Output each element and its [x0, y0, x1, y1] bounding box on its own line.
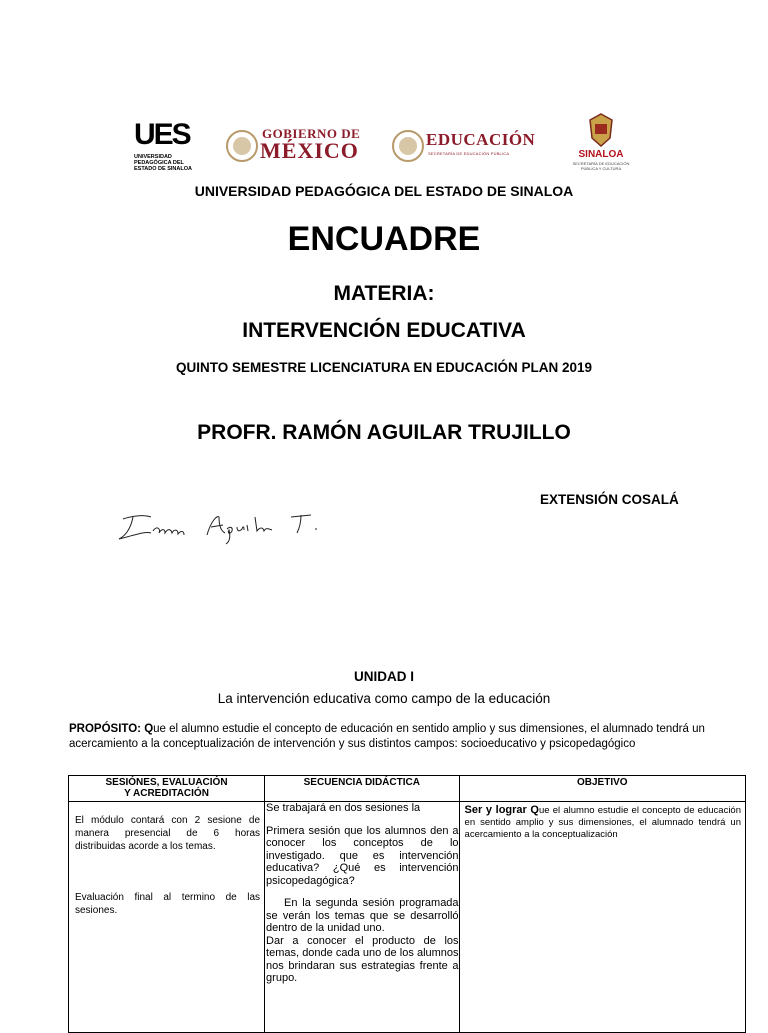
evaluation-text: Evaluación final al termino de las sesiones.: [75, 892, 261, 916]
upes-logo-text: UNIVERSIDAD PEDAGÓGICA DEL ESTADO DE SINALOA: [134, 154, 192, 172]
table-row: [69, 802, 746, 1033]
sequence-session-2: En la segunda sesión programada se verán los temas que se desarrolló dentro de la unidad uno.: [266, 897, 459, 934]
gobierno-mexico-logo: [226, 124, 366, 168]
sinaloa-shield-icon: [586, 112, 616, 148]
eagle-seal-icon: [392, 126, 424, 166]
sequence-intro: Se trabajará en dos sesiones la: [266, 802, 421, 814]
semester-line: QUINTO SEMESTRE LICENCIATURA EN EDUCACIÓN PLAN 2019: [175, 360, 593, 375]
objective-lead: Ser y lograr Q: [464, 804, 539, 816]
sessions-cell: [69, 802, 265, 1033]
objective-cell: [459, 802, 745, 1033]
educacion-logo: [392, 126, 552, 166]
header-sequence: SECUENCIA DIDÁCTICA: [265, 776, 460, 802]
sessions-text: El módulo contará con 2 sesione de manera presencial de 6 horas distribuidas acorde a los temas.: [75, 815, 261, 852]
sinaloa-text: SINALOA: [578, 149, 624, 160]
upes-logo: [134, 114, 200, 174]
header-sessions-line1: SESIÓNES, EVALUACIÓN: [105, 777, 228, 788]
header-sessions-line2: Y ACREDITACIÓN: [124, 788, 209, 799]
table-header-row: [69, 776, 746, 802]
purpose-initial: Q: [144, 723, 154, 735]
unit-subtitle: La intervención educativa como campo de la educación: [217, 691, 551, 706]
sep-text: SECRETARÍA DE EDUCACIÓN PÚBLICA: [428, 151, 510, 156]
mexico-text: MÉXICO: [260, 138, 359, 163]
subject-name: INTERVENCIÓN EDUCATIVA: [242, 319, 526, 342]
unit-title: UNIDAD I: [354, 669, 414, 684]
university-name: UNIVERSIDAD PEDAGÓGICA DEL ESTADO DE SINALOA: [194, 183, 574, 199]
professor-name: PROFR. RAMÓN AGUILAR TRUJILLO: [197, 421, 571, 444]
objective-text: ue el alumno estudie el concepto de educación en sentido amplio y sus dimensiones, el alumnado tendrá un acercamiento a la conceptualización: [464, 805, 741, 840]
eagle-seal-icon: [226, 126, 258, 166]
gobierno-text: GOBIERNO DE: [262, 126, 361, 141]
upes-logo-mark: UES: [134, 118, 190, 151]
extension-label: EXTENSIÓN COSALÁ: [540, 492, 679, 507]
sequence-session-1: Primera sesión que los alumnos den a conocer los conceptos de lo investigado. que es intervención educativa? ¿Qué es intervención psicopedagógica?: [266, 824, 459, 887]
logo-strip: [130, 112, 640, 176]
plan-table: [68, 775, 746, 1033]
purpose-paragraph: [69, 722, 709, 752]
handwritten-signature: [115, 505, 345, 545]
purpose-label: PROPÓSITO:: [69, 723, 141, 735]
sepyc-text: SECRETARÍA DE EDUCACIÓN PÚBLICA Y CULTURA: [572, 161, 630, 171]
document-title: ENCUADRE: [287, 220, 481, 258]
header-objective: OBJETIVO: [459, 776, 745, 802]
educacion-text: EDUCACIÓN: [426, 130, 536, 149]
header-sessions: [69, 776, 265, 802]
purpose-text: ue el alumno estudie el concepto de educación en sentido amplio y sus dimensiones, el alumnado tendrá un acercamiento a la conceptualización de intervención y sus distintos campos: socioeducativo y psicopedagógico: [69, 723, 705, 750]
materia-label: MATERIA:: [333, 282, 435, 305]
sequence-cell: [265, 802, 460, 1033]
sinaloa-logo: [570, 112, 632, 176]
sequence-product: Dar a conocer el producto de los temas, donde cada uno de los alumnos nos brindaran sus estrategias frente a grupo.: [266, 934, 459, 984]
